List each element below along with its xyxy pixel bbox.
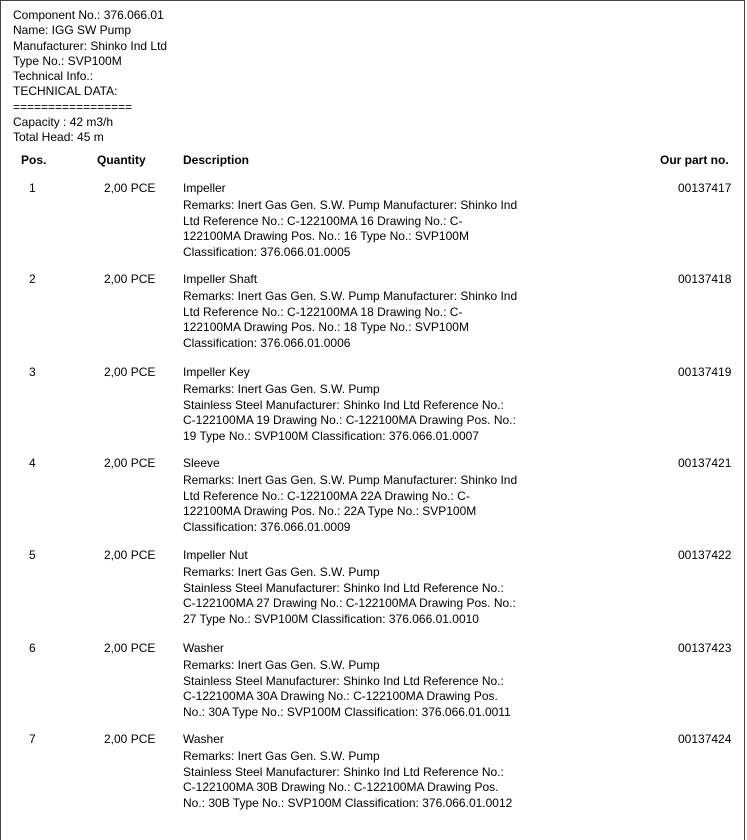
header-technical-info: Technical Info.: [13,69,94,84]
row-part-no: 00137424 [678,732,732,746]
row-part-no: 00137422 [678,548,732,562]
remarks-line: 122100MA Drawing Pos. No.: 22A Type No.: SVP100M [183,504,477,519]
row-part-no: 00137418 [678,272,732,286]
row-description: Impeller Key [183,365,250,379]
row-description: Impeller [183,181,226,195]
row-description: Impeller Nut [183,548,248,562]
row-part-no: 00137423 [678,641,732,655]
row-description: Washer [183,641,224,655]
header-technical-data: TECHNICAL DATA: [13,84,118,99]
row-remarks [183,749,573,812]
remarks-line: No.: 30B Type No.: SVP100M Classification: 376.066.01.0012 [183,796,513,811]
header-type-no: Type No.: SVP100M [13,53,122,68]
row-quantity: 2,00 PCE [104,365,156,379]
remarks-line: C-122100MA 19 Drawing No.: C-122100MA Drawing Pos. No.: [183,413,516,428]
row-remarks [183,473,573,536]
row-quantity: 2,00 PCE [104,272,156,286]
remarks-line: Stainless Steel Manufacturer: Shinko Ind Ltd Reference No.: [183,764,504,779]
remarks-line: Stainless Steel Manufacturer: Shinko Ind Ltd Reference No.: [183,673,504,688]
remarks-line: Remarks: Inert Gas Gen. S.W. Pump Manufacturer: Shinko Ind [183,289,518,303]
remarks-line: Classification: 376.066.01.0006 [183,336,351,351]
row-quantity: 2,00 PCE [104,641,156,655]
row-quantity: 2,00 PCE [104,181,156,195]
row-pos: 3 [29,365,36,379]
row-pos: 2 [29,272,36,286]
row-remarks [183,382,573,445]
remarks-line: Remarks: Inert Gas Gen. S.W. Pump [183,565,380,579]
remarks-line: 19 Type No.: SVP100M Classification: 376.066.01.0007 [183,429,479,444]
remarks-line: C-122100MA 27 Drawing No.: C-122100MA Drawing Pos. No.: [183,596,516,611]
remarks-line: Remarks: Inert Gas Gen. S.W. Pump Manufacturer: Shinko Ind [183,473,518,487]
remarks-line: Remarks: Inert Gas Gen. S.W. Pump [183,749,380,763]
header-total-head: Total Head: 45 m [13,130,104,145]
row-quantity: 2,00 PCE [104,732,156,746]
row-quantity: 2,00 PCE [104,456,156,470]
row-remarks [183,565,573,628]
remarks-line: Remarks: Inert Gas Gen. S.W. Pump Manufacturer: Shinko Ind [183,198,518,212]
header-separator: ================= [13,99,133,114]
column-header-part-no: Our part no. [660,153,729,167]
column-header-description: Description [183,153,250,167]
remarks-line: Ltd Reference No.: C-122100MA 16 Drawing No.: C- [183,213,463,228]
column-header-pos: Pos. [21,153,47,167]
header-capacity: Capacity : 42 m3/h [13,115,114,130]
header-component-no: Component No.: 376.066.01 [13,8,164,22]
column-header-quantity: Quantity [97,153,146,167]
remarks-line: Stainless Steel Manufacturer: Shinko Ind Ltd Reference No.: [183,397,504,412]
row-pos: 5 [29,548,36,562]
remarks-line: Stainless Steel Manufacturer: Shinko Ind Ltd Reference No.: [183,580,504,595]
row-pos: 6 [29,641,36,655]
row-pos: 7 [29,732,36,746]
row-description: Washer [183,732,224,746]
remarks-line: 27 Type No.: SVP100M Classification: 376.066.01.0010 [183,612,479,627]
remarks-line: 122100MA Drawing Pos. No.: 18 Type No.: SVP100M [183,320,469,335]
row-part-no: 00137419 [678,365,732,379]
remarks-line: C-122100MA 30A Drawing No.: C-122100MA Drawing Pos. [183,689,498,704]
remarks-line: Classification: 376.066.01.0009 [183,520,351,535]
header-name: Name: IGG SW Pump [13,23,132,38]
row-quantity: 2,00 PCE [104,548,156,562]
row-remarks [183,658,573,721]
remarks-line: Ltd Reference No.: C-122100MA 22A Drawing No.: C- [183,488,470,503]
row-description: Sleeve [183,456,220,470]
header-manufacturer: Manufacturer: Shinko Ind Ltd [13,38,168,53]
remarks-line: No.: 30A Type No.: SVP100M Classification: 376.066.01.0011 [183,705,511,720]
remarks-line: Remarks: Inert Gas Gen. S.W. Pump [183,658,380,672]
remarks-line: Classification: 376.066.01.0005 [183,245,351,260]
remarks-line: 122100MA Drawing Pos. No.: 16 Type No.: SVP100M [183,229,469,244]
row-remarks [183,198,573,261]
row-part-no: 00137421 [678,456,732,470]
row-pos: 4 [29,456,36,470]
row-remarks [183,289,573,352]
component-header [13,8,167,146]
remarks-line: Remarks: Inert Gas Gen. S.W. Pump [183,382,380,396]
row-description: Impeller Shaft [183,272,258,286]
remarks-line: Ltd Reference No.: C-122100MA 18 Drawing No.: C- [183,304,463,319]
row-pos: 1 [29,181,36,195]
remarks-line: C-122100MA 30B Drawing No.: C-122100MA Drawing Pos. [183,780,499,795]
row-part-no: 00137417 [678,181,732,195]
